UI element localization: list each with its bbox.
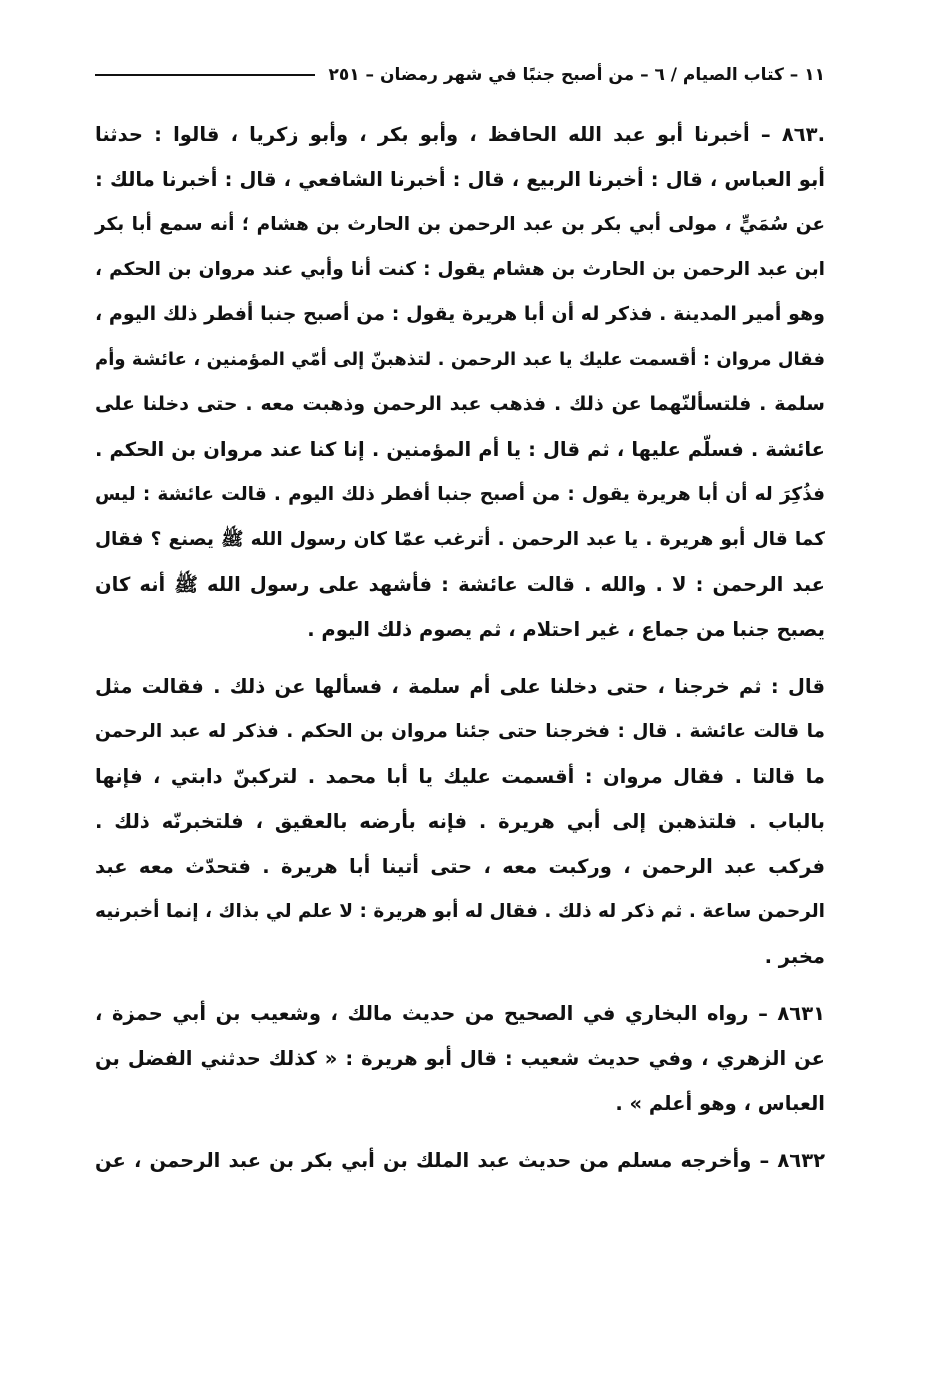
text-line: ما قالتا . فقال مروان : أقسمت عليك يا أبا محمد . لتركبنّ دابتي ، فإنها [95,765,825,788]
text-line: فركب عبد الرحمن ، وركبت معه ، حتى أتينا أبا هريرة . فتحدّث معه عبد [95,855,825,878]
text-line: كما قال أبو هريرة . يا عبد الرحمن . أترغب عمّا كان رسول الله ﷺ يصنع ؟ فقال [95,529,825,550]
running-title: ١١ – كتاب الصيام / ٦ – من أصبح جنبًا في شهر رمضان – ٢٥١ [328,65,825,85]
header-rule-divider [95,74,315,76]
text-line: ابن عبد الرحمن بن الحارث بن هشام يقول : كنت أنا وأبي عند مروان بن الحكم ، [95,259,825,280]
hadith-paragraph-8632 [95,1138,825,1183]
text-line: .٨٦٣ – أخبرنا أبو عبد الله الحافظ ، وأبو بكر ، وأبو زكريا ، قالوا : حدثنا [95,123,825,146]
text-line: يصبح جنبا من جماع ، غير احتلام ، ثم يصوم ذلك اليوم . [307,618,825,641]
paragraph-gap [95,1126,825,1138]
continuation-paragraph [95,664,825,979]
hadith-paragraph-8631 [95,991,825,1126]
text-line: عبد الرحمن : لا . والله . قالت عائشة : فأشهد على رسول الله ﷺ أنه كان [95,573,825,596]
text-line: عن سُمَيٍّ ، مولى أبي بكر بن عبد الرحمن بن الحارث بن هشام ؛ أنه سمع أبا بكر [95,214,825,235]
text-line: بالباب . فلتذهبن إلى أبي هريرة . فإنه بأرضه بالعقيق ، فلتخبرنّه ذلك . [95,810,825,833]
main-text [95,112,825,1183]
text-line: عن الزهري ، وفي حديث شعيب : قال أبو هريرة : « كذلك حدثني الفضل بن [95,1047,825,1070]
text-line: ٨٦٣١ – رواه البخاري في الصحيح من حديث مالك ، وشعيب بن أبي حمزة ، [95,1002,825,1025]
paragraph-gap [95,652,825,664]
text-line: فقال مروان : أقسمت عليك يا عبد الرحمن . لتذهبنّ إلى أمّي المؤمنين ، عائشة وأم [95,349,825,370]
hadith-paragraph-8630 [95,112,825,652]
text-line: العباس ، وهو أعلم » . [615,1092,825,1115]
paragraph-gap [95,979,825,991]
text-line: فذُكِرَ له أن أبا هريرة يقول : من أصبح جنبا أفطر ذلك اليوم . قالت عائشة : ليس [95,484,825,505]
text-line: مخبر . [764,945,825,968]
text-line: قال : ثم خرجنا ، حتى دخلنا على أم سلمة ، فسألها عن ذلك . فقالت مثل [95,675,825,698]
running-header [95,58,825,92]
text-line: وهو أمير المدينة . فذكر له أن أبا هريرة يقول : من أصبح جنبا أفطر ذلك اليوم ، [95,303,825,325]
text-line: أبو العباس ، قال : أخبرنا الربيع ، قال : أخبرنا الشافعي ، قال : أخبرنا مالك : [95,168,825,191]
text-line: ٨٦٣٢ – وأخرجه مسلم من حديث عبد الملك بن أبي بكر بن عبد الرحمن ، عن [95,1149,825,1172]
text-line: سلمة . فلتسألنّهما عن ذلك . فذهب عبد الرحمن وذهبت معه . حتى دخلنا على [95,393,825,415]
text-line: عائشة . فسلّم عليها ، ثم قال : يا أم المؤمنين . إنا كنا عند مروان بن الحكم . [95,438,825,461]
text-line: الرحمن ساعة . ثم ذكر له ذلك . فقال له أبو هريرة : لا علم لي بذاك ، إنما أخبرنيه [95,901,825,922]
text-line: ما قالت عائشة . قال : فخرجنا حتى جئنا مروان بن الحكم . فذكر له عبد الرحمن [95,721,825,742]
